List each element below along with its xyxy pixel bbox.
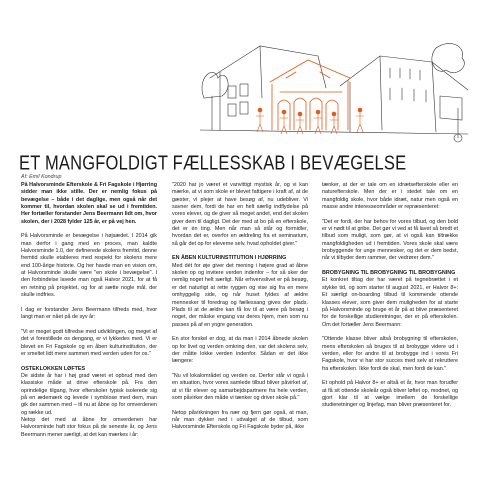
paragraph: Netop påvirkningen fra nær og fjern gør også, at man, når man dykker ned i udvalget af de tilbud, som Halvorsminde Efterskole og Fri Fagskole byder på, ikke [172, 409, 308, 431]
paragraph: På Halvorsminde er bevægelse i højsædet. I 2014 gik man derfor i gang med en proces, man kaldte Halvorsminde 1.0, der definerede skolens fremtid, denne fremtid skulle etableres med respekt for skolens mere end 100-årige historie. Og her havde man en vision om, at Halvorsminde skulle være "en skole i bevægelse". I den forbindelse lavede man også Halvor 2021, for at få en retning på projektet, og for at sætte nogle mål, der skulle indfries. [21, 233, 157, 299]
paragraph: "Det er fordi, der har behov for vores tilbud, og den bold er vi nødt til at gribe. Det gør vi ved at få lavet så bredt et tilbud som muligt, som gør, at vi også kan tiltrække mangfoldigheden ud i fremtiden. Vores skole skal være brobyggende for unge mennesker, og det er dem bedst, når vi tilbyder dem rammer, der vedrører dem." [322, 218, 458, 262]
paragraph: tænker, at der er tale om en idrætsefterskole eller en naturefterskole. Men der er i stedet tale om en mangfoldig skole, hvor både idræt, natur men også en masse andre interesseområder er repræsenteret: [322, 182, 458, 211]
article-column-2 [172, 182, 308, 439]
paragraph: "Vi er meget godt tilfredse med udviklingen, og meget af det vi forestillede os dengang, er vi lykkedes med. Vi er blevet en Fri Fagskole og en åben kulturinstitution, der er smeltet lidt mere sammen med verden uden for os." [21, 328, 157, 357]
paragraph: De sidste år har i høj grad været et opbrud med den klassiske måde at drive efterskole på. Fra den oprindelige tilgang, hvor efterskoler typisk isolerede sig på en ædemærk og levede i symbiose med dem, man gik der sammen med – til nu at åbne op for omverdenen og række ud. [21, 372, 157, 416]
paragraph: Et ophold på Halvor 8+ er altså et år, hvor man forudfer at få sit ottende skoleår også bliver løftet op, modnet, og gjort klar til at vælge imellem de forskellige studieretninger og linjefag, man bliver præsenteret for. [322, 380, 458, 409]
paragraph: I dag er forstander Jens Beermann tilfreds med, hvor langt man er nået på de syv år: [21, 306, 157, 321]
paragraph: En stor forskel er dog, at da man i 2014 åbnede skolen op for livet og verden omkring den, var det skolens selv, der måtte lokke verden indenfor. Sådan er det ikke længere: [172, 336, 308, 365]
article-lead: På Halvorsminde Efterskole & Fri Fagskole i Hjørring sidder man ikke stille. Der er nemlig fokus på bevægelse – både i det daglige, men også når det kommer til, hvordan skolen skal se ud i fremtiden. Her fortæller forstander Jens Beermann lidt om, hvor skolen, der i 2028 fylder 125 år, er på vej hen. [21, 182, 157, 225]
section-heading: OSTEKLOKKEN LØFTES [21, 365, 86, 372]
paragraph: "Nu vil lokalområdet og verden os. Derfor står vi også i en situation, hvor vores samlede tilbud bliver påvirket af, at vi får elever og samarbejdspartnere fra hele verden, som påvirker den måde vi tænker og driver skole på." [172, 372, 308, 401]
paragraph: Netop det med at åbne for omverdenen har Halvorsminde haft stor fokus på de seneste år, og Jens Beermann mener særligt, at det kan mærkes i år: [21, 417, 157, 438]
section-heading: EN ÅBEN KULTURINSTITUTION I HJØRRING [172, 255, 287, 262]
school-building-sketch [200, 38, 470, 150]
paragraph: "Ottende klasse bliver altså brobygning til efterskolen, mens efterskolen så bruges til at brobygge videre ud i verden, eller for andre til at brobygge ind i vores Fri Fagskole, hvor vi har stor succes med selv at rekruttere fra efterskolen. Ikke fordi de skal, men fordi de kan." [322, 336, 458, 372]
paragraph: "2020 har jo været et vanvittigt mystisk år, og vi kan mærke, at vi som skole er blevet fattigere i kraft af, at de gæster, vi plejer at have besøg af, nu udebliver. Vi savner dem, fordi de har en helt særlig indflydelse på vores elever, og de giver så meget andet, end det skolen giver dem til dagligt. Det der med at bo på en efterskole, det er én ting. Men når man så står og formidler, hvordan det er, overfor en ældreling fra et seminarium, så går det op for eleverne selv, hvad opholdet giver." [172, 182, 308, 247]
section-heading: BROBYGNING TIL BROBYGNING TIL BROBYGNING [322, 270, 456, 277]
paragraph: Et konkret tiltag der har været på tegnebrættet i et stykke tid, og som starter til august 2021, er Halvor 8+: Et særligt on-boarding tilbud til kommende ottende klasses elever, som giver dem muligheden for at starte på Halvorsminde og bruge et år på at blive præsenteret for de forskellige studieretninger, der er på efterskolen. Om det fortæller Jens Beermann: [322, 277, 458, 328]
article-column-1 [21, 182, 157, 446]
paragraph: Med dét for øje giver det mening i højere grad at åbne skolen op og invitere verden indenfor – for så sker der nemlig noget helt særligt. Når erhvervslivet er på besøg, er det naturligt at rette ryggen og vise sig fra en mere omhyggelig side, og når huset fyldes af ældre mennesker til foredrag og fællessang gives der plads. Plads til at de ældre kan få lov til at være på besøg i noget, der måske engang var deres hjem, men som nu passes på af en yngre generation. [172, 262, 308, 328]
article-title: ET MANGFOLDIGT FÆLLESSKAB I BEVÆGELSE [19, 152, 407, 175]
article-column-3 [322, 182, 458, 417]
article-byline: Af: Emil Kondrup [21, 174, 62, 180]
